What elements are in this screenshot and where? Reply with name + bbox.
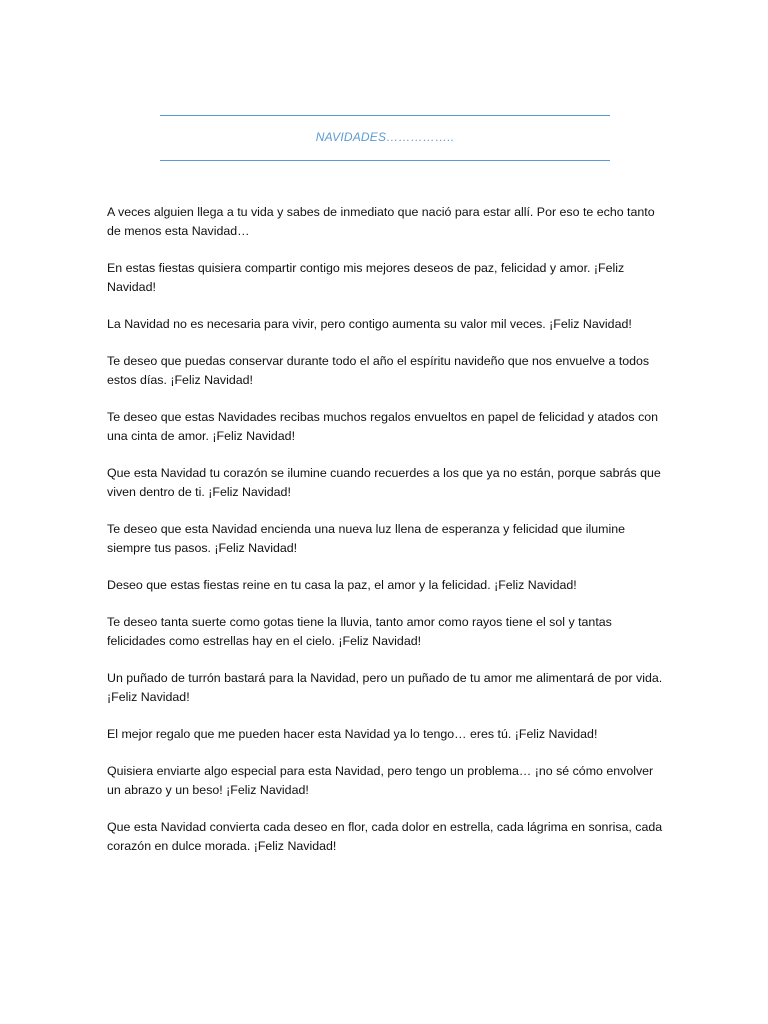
paragraph-13: Que esta Navidad convierta cada deseo en flor, cada dolor en estrella, cada lágrima en sonrisa, cada corazón en dulce morada. ¡Feliz Navidad! bbox=[107, 820, 663, 853]
paragraph-2: En estas fiestas quisiera compartir contigo mis mejores deseos de paz, felicidad y amor. ¡Feliz Navidad! bbox=[107, 261, 625, 294]
title-top-rule bbox=[160, 115, 610, 116]
title-bottom-rule bbox=[160, 160, 610, 161]
paragraph-1: A veces alguien llega a tu vida y sabes de inmediato que nació para estar allí. Por eso te echo tanto de menos esta Navidad… bbox=[107, 205, 655, 238]
paragraph-10: Un puñado de turrón bastará para la Navidad, pero un puñado de tu amor me alimentará de por vida. ¡Feliz Navidad! bbox=[107, 671, 663, 704]
paragraph-6: Que esta Navidad tu corazón se ilumine cuando recuerdes a los que ya no están, porque sabrás que viven dentro de ti. ¡Feliz Navidad! bbox=[107, 466, 661, 499]
paragraph-7: Te deseo que esta Navidad encienda una nueva luz llena de esperanza y felicidad que ilumine siempre tus pasos. ¡Feliz Navidad! bbox=[107, 522, 626, 555]
document-title: NAVIDADES…………….. bbox=[315, 130, 455, 144]
paragraph-8: Deseo que estas fiestas reine en tu casa la paz, el amor y la felicidad. ¡Feliz Navidad! bbox=[107, 578, 577, 592]
paragraph-5: Te deseo que estas Navidades recibas muchos regalos envueltos en papel de felicidad y atados con una cinta de amor. ¡Feliz Navidad! bbox=[107, 410, 659, 443]
paragraph-12: Quisiera enviarte algo especial para esta Navidad, pero tengo un problema… ¡no sé cómo envolver un abrazo y un beso! ¡Feliz Navidad! bbox=[107, 764, 654, 797]
document-body bbox=[107, 203, 667, 874]
paragraph-9: Te deseo tanta suerte como gotas tiene la lluvia, tanto amor como rayos tiene el sol y tantas felicidades como estrellas hay en el cielo. ¡Feliz Navidad! bbox=[107, 615, 612, 648]
paragraph-3: La Navidad no es necesaria para vivir, pero contigo aumenta su valor mil veces. ¡Feliz Navidad! bbox=[107, 317, 632, 331]
paragraph-4: Te deseo que puedas conservar durante todo el año el espíritu navideño que nos envuelve a todos estos días. ¡Feliz Navidad! bbox=[107, 354, 650, 387]
paragraph-11: El mejor regalo que me pueden hacer esta Navidad ya lo tengo… eres tú. ¡Feliz Navidad! bbox=[107, 727, 598, 741]
